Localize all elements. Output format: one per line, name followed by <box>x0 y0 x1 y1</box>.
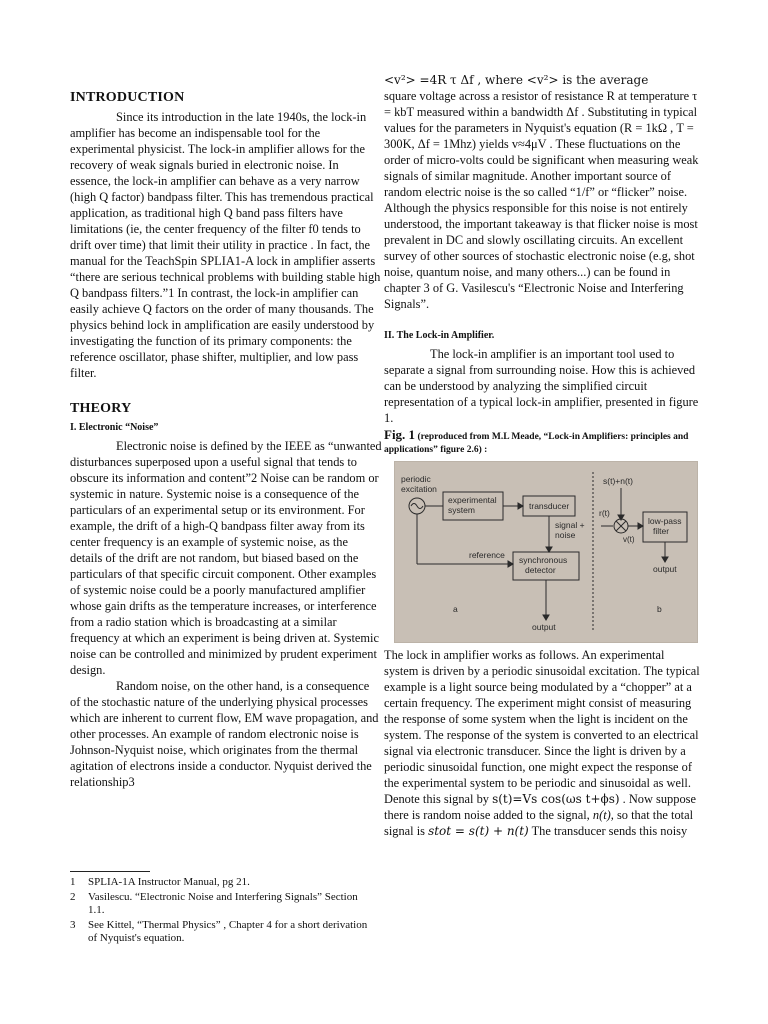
low-pass-filter-label: low-pass filter <box>648 516 682 536</box>
footnote-rule <box>70 871 150 872</box>
figure-caption-text: (reproduced from M.L Meade, “Lock-in Amplifiers: principles and applications” figure 2.6) : <box>384 432 689 455</box>
noise-paragraph-1: Electronic noise is defined by the IEEE as “unwanted disturbances superposed upon a useful signal that tends to obscure its information and content”2 Noise can be random or systemic in nature. Systemic noise is a consequence of the particulars of an experimental setup or its environment. For example, the drift of a high-Q bandpass filter away from its center frequency is an example of systemic noise, as the details of the drift are not random, but biased based on the particulars of that specific circuit component. Other examples of systemic noise could be a poorly manufactured amplifier whose gain drifts as the temperature increases, or interference from a radio station which is broadcasting at a similar frequency at which an experiment is being driven at. Systemic noise can be controlled and minimized by prudent experiment design. <box>70 439 382 677</box>
footnote <box>70 919 370 946</box>
total-after-text: The transducer sends this noisy <box>528 824 688 838</box>
transducer-label: transducer <box>529 501 570 511</box>
footnote <box>70 876 370 890</box>
noise-paragraph-2: Random noise, on the other hand, is a consequence of the stochastic nature of the underlying physical processes which are inherent to current flow, EM wave propagation, and other processes. An example of random electronic noise is Johnson-Nyquist noise, which originates from the thermal agitation of electrons inside a conductor. Nyquist derived the relationship3 <box>70 679 379 789</box>
signal-noise-label: signal + noise <box>555 520 585 540</box>
periodic-excitation-label: periodic excitation <box>401 474 437 494</box>
footnote-text: SPLIA-1A Instructor Manual, pg 21. <box>88 876 250 888</box>
reference-label: reference <box>469 550 505 560</box>
s-plus-n-label: s(t)+n(t) <box>603 476 633 486</box>
figure-label: Fig. 1 <box>384 427 416 442</box>
signal-after-text-2: so that the total signal is <box>384 808 694 838</box>
lockin-paragraph: The lock-in amplifier is an important tool used to separate a signal from surrounding noise. How this is achieved can be understood by analyzing the simplified circuit representation of a typical lock-in amplifier, presented in figure 1. <box>384 347 699 425</box>
works-text: The lock in amplifier works as follows. An experimental system is driven by a periodic sinusoidal excitation. The typical example is a light source being modulated by a “chopper” at a certain frequency. The experiment might consist of measuring the response of some system when the light is incident on the system. The response of the system is converted to an electrical signal via electronic transducer. Since the light is driven by a periodic sinusoidal function, one might expect the response of the experimental system to be periodic and sinusoidal as well. Denote this signal by <box>384 648 700 806</box>
signal-after-text: . Now suppose there is random noise added to the signal, <box>384 792 696 822</box>
footnote <box>70 891 370 918</box>
output-a-label: output <box>532 622 556 632</box>
nyquist-paragraph: square voltage across a resistor of resistance R at temperature τ = kbT measured within a bandwidth Δf . Substituting in typical values for the parameters in Nyquist's equation (R = 1kΩ , T = 300K, Δf = 1Mhz) yields v≈4μV . These fluctuations on the order of micro-volts could be significant when measuring weak signals of similar magnitude. Another important source of random electric noise is the so called “1/f” or “flicker” noise. Although the physics responsible for this noise is not entirely understood, the important takeaway is that flicker noise is most prevalent in DC and slowly oscillating circuits. An excellent survey of other sources of stochastic electronic noise (e.g, shot noise, quantum noise, and many others...) can be found in chapter 3 of G. Vasilescu's “Electronic Noise and Interfering Signals”. <box>384 89 699 311</box>
electronic-noise-subheading: I. Electronic “Noise” <box>70 422 159 433</box>
r-t-label: r(t) <box>599 508 610 518</box>
v-t-label: v(t) <box>623 535 635 544</box>
footnote-number: 3 <box>70 918 76 931</box>
footnotes <box>70 876 370 947</box>
output-b-label: output <box>653 564 677 574</box>
signal-equation: s(t)=Vs cos(ωs t+ϕs) <box>492 792 620 806</box>
experimental-system-label: experimental system <box>448 495 497 515</box>
noise-symbol: n(t), <box>592 808 614 822</box>
total-signal-equation: stot = s(t) + n(t) <box>428 824 529 838</box>
footnote-text: Vasilescu. “Electronic Noise and Interfering Signals” Section 1.1. <box>88 890 358 916</box>
synchronous-detector-label: synchronous detector <box>519 555 568 575</box>
right-column <box>384 72 700 839</box>
footnote-text: See Kittel, “Thermal Physics” , Chapter 4 for a short derivation of Nyquist's equation. <box>88 918 368 944</box>
footnote-number: 1 <box>70 876 76 888</box>
lock-in-block-diagram <box>394 461 698 643</box>
nyquist-equation: <v²> =4R τ Δf , where <v²> is the average <box>384 73 649 87</box>
lockin-subheading: II. The Lock-in Amplifier. <box>384 330 495 341</box>
panel-a-label: a <box>453 604 458 614</box>
figure-caption <box>384 428 700 457</box>
theory-heading: THEORY <box>70 401 132 416</box>
introduction-heading: INTRODUCTION <box>70 90 185 105</box>
left-column <box>70 90 382 790</box>
panel-b-label: b <box>657 604 662 614</box>
works-paragraph <box>384 647 700 839</box>
footnote-number: 2 <box>70 890 76 903</box>
introduction-paragraph: Since its introduction in the late 1940s, the lock-in amplifier has become an indispensable tool for the experimental physicist. The lock-in amplifier allows for the recovery of weak signals buried in electronic noise. In essence, the lock-in amplifier can behave as a very narrow (high Q factor) bandpass filter. This has tremendous practical application, as traditional high Q band pass filters have limitations (ie, the center frequency of the filter f0 tends to drift over time) that limit their utility in practice . In fact, the manual for the TeachSpin SPLIA1-A lock in amplifier asserts “there are serious technical problems with building stable high Q bandpass filters.”1 In contrast, the lock-in amplifier can easily achieve Q factors on the order of many thousands. The physics behind lock in amplification are easily understood by investigating the function of its primary components: the reference oscillator, phase shifter, multiplier, and low pass filter. <box>70 110 381 380</box>
